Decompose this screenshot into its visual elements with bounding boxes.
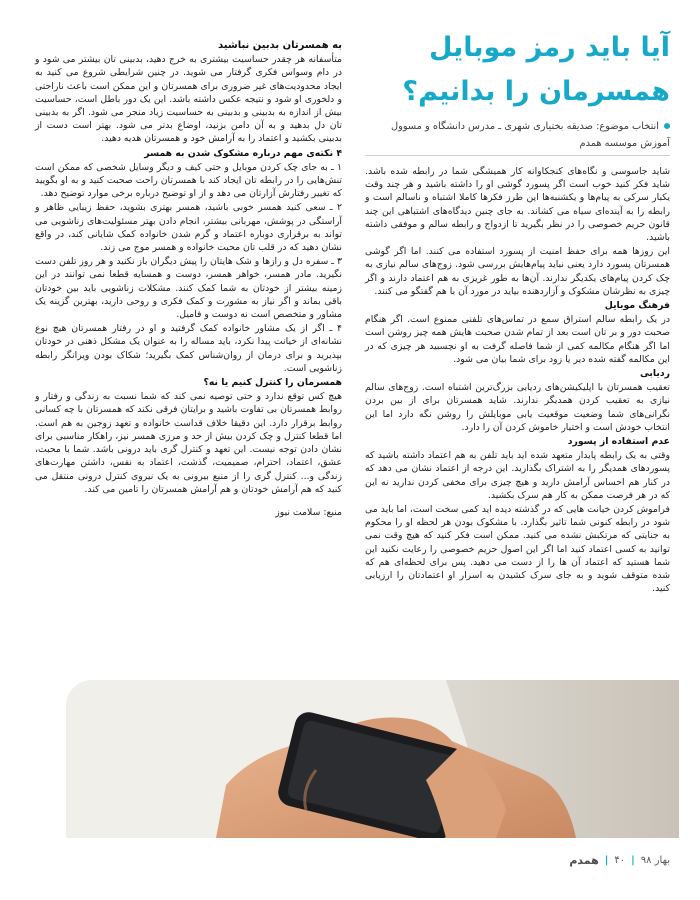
paragraph: ۲ ـ سعی کنید همسر خوبی باشید، همسر بهتری بشوید، حفظ زیبایی ظاهر و آراستگی در پوشش، مهربانی بیشتر، انجام دادن بهتر مسئولیت‌های زناشویی می تواند به برقراری دوباره اعتماد و گرم شدن خانواده کمک شایانی کند، در واقع نشان دهید که در قلب تان محبت خانواده و همسر موج می زند. [35,202,342,254]
page-footer [569,852,670,868]
hand-holding-phone-photo [66,680,679,838]
paragraph: ۳ ـ سفره دل و رازها و شک هایتان را پیش دیگران باز نکنید و هر روز تلفن دست نگیرید. مادر همسر، خواهر همسر، دوست و همسایه قطعا نمی توانند در این زمینه بیشتر از خودتان به شما کمک کنند. مشکلات زناشویی باید بین خودتان باقی بماند و اگر نیاز به مشورت و کمک فکری و روحی دارید، بهترین گزینه یک مشاور و متخصص است نه دوست و فامیل. [35,256,342,321]
paragraph: این روزها همه برای حفظ امنیت از پسورد استفاده می کنند. اما اگر گوشی همسرتان پسورد دارد یعنی نباید پیام‌هایش بررسی شود. زوج‌های سالم نیازی به چک کردن پیام‌های یکدیگر ندارند. آن‌ها به طور غریزی به هم اعتماد دارند و اگر چیزی به نظرشان مشکوک و آزاردهنده بیاید در مورد آن با هم گفتگو می کنند. [365,246,670,297]
footer-separator: | [604,854,609,866]
bullet-dot-icon [664,123,670,129]
paragraph: ۴ ـ اگر از یک مشاور خانواده کمک گرفتید و او در رفتار همسرتان هیچ نوع نشانه‌ای از خیانت پیدا نکرد، باید مساله را به عنوان یک مشکل ذهنی در خودتان بپذیرید و برای درمان از روان‌شناس کمک بگیرید؛ شکاک بودن ویرانگر رابطه زناشویی است. [35,323,342,374]
byline-text: انتخاب موضوع: صدیقه بختیاری شهری ـ مدرس دانشگاه و مسوول آموزش موسسه همدم [391,121,670,149]
section-heading: ردیابی [639,368,670,380]
byline [365,118,670,152]
paragraph: شاید جاسوسی و نگاه‌های کنجکاوانه کار همیشگی شما در رابطه شده باشد. شاید فکر کنید خوب است اگر پسورد گوشی او را داشته باشید و هر چند وقت یکبار سرکی به پیام‌ها و یکشنبه‌ها این طرز فکرها کاملا اشتباه و ناسالم است و رابطه را به آینده‌ای سیاه می کشاند. به جای چنین دیدگاه‌های اشتباهی این چند قانون حریم خصوصی را در نظر بگیرید تا ازدواج و رابطه سالم و موفقی داشته باشید. [365,166,670,244]
paragraph: هیچ کس توقع ندارد و حتی توصیه نمی کند که شما نسبت به زندگی و رفتار و روابط همسرتان بی تفاوت باشید و برایتان فرقی نکند که همسرتان با چه کسانی روابط برقرار دارد. این دقیقا خلاف قداست خانواده و تعهد زوجین به هم است. اما قطعا کنترل و چک کردن بیش از حد و مرزی همسر نیز، راهکار مناسبی برای نشان دادن توجه نیست. این تعهد و کنترل گری باید درونی باشد. شما با محبت، عشق، اعتماد، احترام، صمیمیت، گذشت، اعتماد به نفس، داشتن مهارت‌های زندگی و... کنترل گری را از منبع بیرونی به یک نیروی کنترل درونی منتقل می کنید که هم آرامش خودتان و هم آرامش همسرتان را تامین می کند. [35,391,342,495]
paragraph: تعقیب همسرتان با اپلیکیشن‌های ردیابی بزرگ‌ترین اشتباه است. زوج‌های سالم نیازی به تعقیب کردن همدیگر ندارند. شاید همسرتان برای از بین بردن نگرانی‌های شما وضعیت موقعیت یابی موبایلش را روشن نگه دارد اما این انتخاب خودش است و اختیار خاموش کردن آن را دارد. [365,382,670,433]
source-credit: منبع: سلامت نیوز [275,506,342,518]
section-heading: فرهنگ موبایل [604,300,670,312]
divider [365,155,670,156]
right-text-column [365,165,670,597]
paragraph: ۱ ـ به جای چک کردن موبایل و حتی کیف و دیگر وسایل شخصی که ممکن است تنش‌هایی را در رابطه تان ایجاد کند با همسرتان راحت صحبت کنید و به او بگویید که تغییر رفتارش آزارتان می دهد و از او توضیح درباره برخی موارد توضیح دهد. [35,161,342,200]
paragraph: متأسفانه هر چقدر حساسیت بیشتری به خرج دهید، بدبینی تان بیشتر می شود و در دام وسواس فکری گرفتار می شوید. در چنین شرایطی شروع می کنید به ایجاد محدودیت‌های غیر ضروری برای همسرتان و این ممکن است باعث ناراحتی و دلخوری او شود و نتیجه عکس داشته باشد. این یک دور باطل است، حساسیت بیش از اندازه به بدبینی و بدبینی به حساسیت زیاد منجر می شود. اگر به بدبینی تان دل بدهید و به آن دامن بزنید، اوضاع بدتر می شود. بهتر است دست از بدبینی بکشید و اعتماد را به آرامش خود و همسرتان هدیه دهید. [35,54,342,145]
footer-season: بهار ۹۸ [640,854,670,866]
title-line-1: آیا باید رمز موبایل [429,32,670,63]
paragraph: در یک رابطه سالم استراق سمع در تماس‌های تلفنی ممنوع است. اگر هنگام صحبت دور و بر تان است بعد از تمام شدن صحبت هایش همه چیز روشن است اما اگر هنگام مکالمه کمی از شما فاصله گرفت به او نچسبید هر چیزی که در این مکالمه گفته شده دیر یا زود برای شما بیان می شود. [365,314,670,365]
section-heading: به همسرتان بدبین نباشید [218,40,342,51]
title-line-2: همسرمان را بدانیم؟ [402,76,670,107]
left-text-column [35,38,342,520]
page-number: ۴۰ [614,854,626,866]
photo-illustration [66,680,679,838]
paragraph: وقتی به یک رابطه پایدار متعهد شده اید باید تلفن به هم اعتماد داشته باشید که پسوردهای همدیگر را به اشتراک بگذارید. این درجه از اعتماد نشان می دهد که در کنار هم احساس آرامش دارید و هیچ چیزی برای مخفی کردن ندارید نه این که در هر فرصت ممکن به کار هم سرک بکشید. [365,450,670,501]
section-heading: عدم استفاده از پسورد [567,436,670,448]
magazine-logo: همدم [569,853,599,867]
article-title [365,26,670,114]
section-heading: ۴ نکته‌ی مهم درباره مشکوک شدن به همسر [144,147,342,159]
footer-separator: | [631,854,635,866]
paragraph: فراموش کردن خیانت هایی که در گذشته دیده اید کمی سخت است، اما باید می شود در رابطه کنونی شما تاثیر بگذارد. با مشکوک بودن هر لحظه او را محکوم به جنایتی که مرتکبش نشده می کنید. ممکن است فکر کنید که هیچ وقت نمی توانید به کسی اعتماد کنید اما اگر این اصول حریم خصوصی را رعایت نکنید این شما هستید که اعتماد آن ها را از دست می دهید. پس برای لحظه‌ای هم که شده متوقف شوید و به جای سرک کشیدن به اسرار او اعتمادتان را ارزیابی کنید. [365,504,670,595]
section-heading: همسرمان را کنترل کنیم یا نه؟ [203,377,342,389]
